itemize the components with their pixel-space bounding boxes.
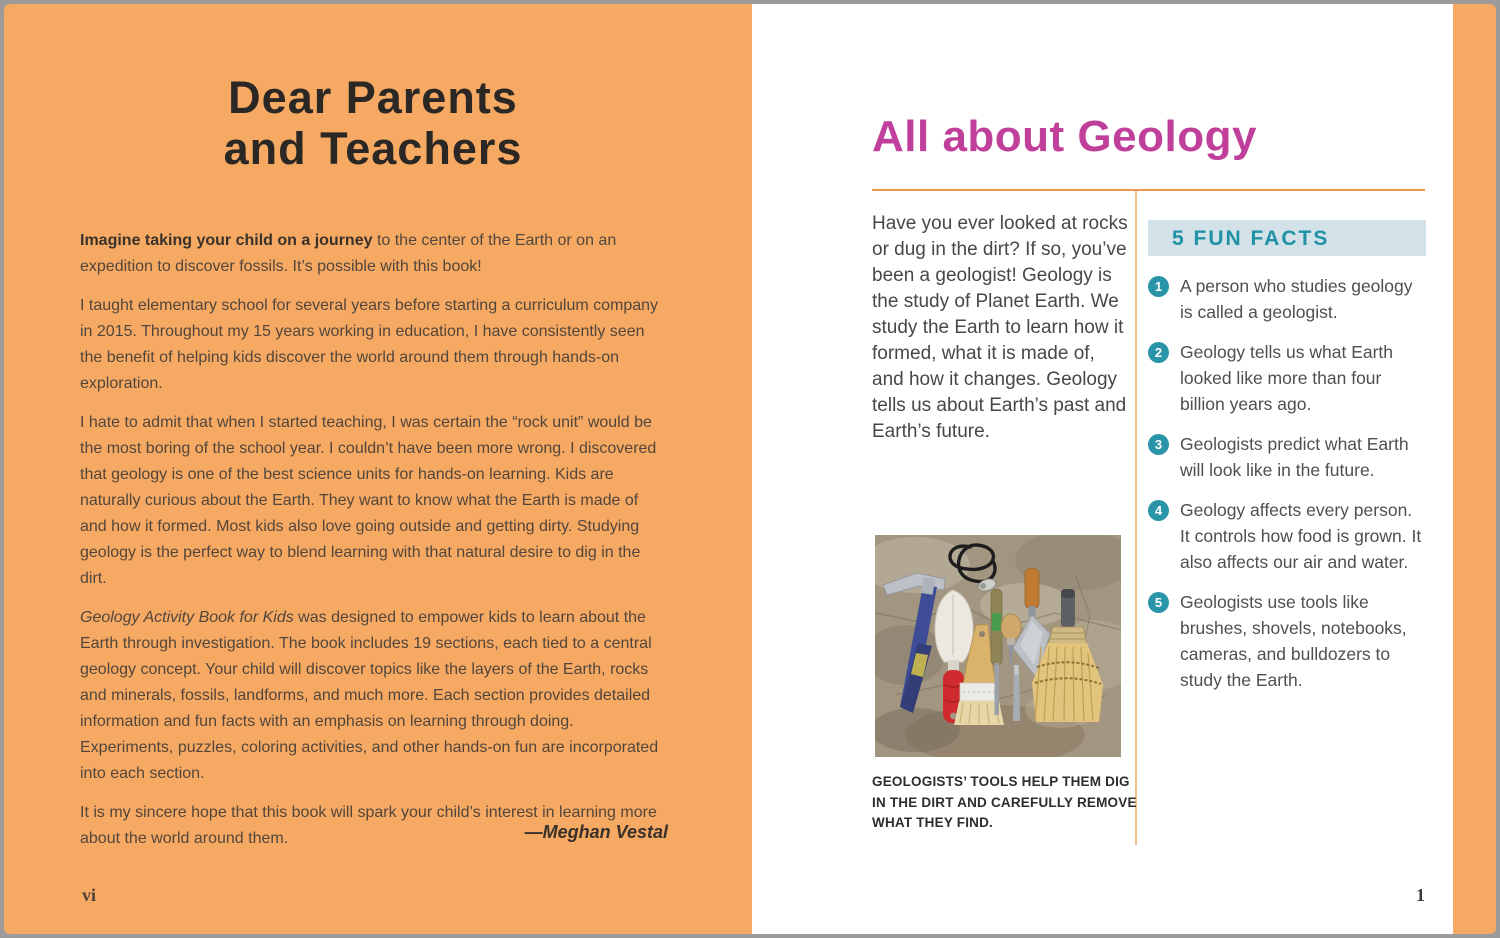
geologist-tools-photo [875,535,1121,757]
paragraph-lead: Geology Activity Book for Kids [80,609,294,626]
letter-paragraph [80,605,668,787]
paragraph-text: was designed to empower kids to learn about the Earth through investigation. The book includes 19 sections, each tied to a central geology concept. Your child will discover topics like the layers of the Earth, rocks and minerals, fossils, landforms, and much more. Each section provides detailed information and fun facts with an emphasis on learning through doing. Experiments, puzzles, coloring activities, and other hands-on fun are incorporated into each section. [80,609,659,782]
fun-facts-list [1148,273,1426,693]
fact-text: Geology tells us what Earth looked like more than four billion years ago. [1180,342,1394,414]
file-tool-icon [1013,665,1020,721]
fact-number-badge: 5 [1148,592,1169,613]
fact-text: Geologists use tools like brushes, shovels, notebooks, cameras, and bulldozers to study the Earth. [1180,592,1407,690]
photo-caption: GEOLOGISTS’ TOOLS HELP THEM DIG IN THE DIRT AND CAREFULLY REMOVE WHAT THEY FIND. [872,774,1137,830]
paragraph-text: I hate to admit that when I started teaching, I was certain the “rock unit” would be the most boring of the school year. I couldn’t have been more wrong. I discovered that geology is one of the best science units for hands-on learning. Kids are naturally curious about the Earth. They want to know what the Earth is made of and how it formed. Most kids also love going outside and getting dirty. Studying geology is the perfect way to blend learning with that natural desire to dig in the dirt. [80,414,657,587]
letter-paragraph [80,228,668,280]
fun-fact-item [1148,273,1426,325]
fun-fact-item [1148,431,1426,483]
fact-number-badge: 4 [1148,500,1169,521]
next-page-edge [1453,4,1496,934]
left-page-title-line1: Dear Parents [228,72,518,123]
fun-facts-panel [1148,220,1426,707]
fun-fact-item [1148,339,1426,417]
column-divider [1135,191,1137,845]
letter-paragraph [80,410,668,592]
chapter-intro: Have you ever looked at rocks or dug in the dirt? If so, you’ve been a geologist! Geology is the study of Planet Earth. We study the Earth to learn how it formed, what it is made of, and how it changes. Geology tells us about Earth’s past and Earth’s future. [872,213,1128,442]
letter-paragraph [80,293,668,397]
paragraph-text: I taught elementary school for several years before starting a curriculum company in 2015. Throughout my 15 years working in education, I have consistently seen the benefit of helping kids discover the world around them through hands-on exploration. [80,297,659,392]
fun-fact-item [1148,589,1426,693]
chapter-title: All about Geology [872,112,1257,161]
fact-number-badge: 1 [1148,276,1169,297]
letter-body [80,228,668,865]
fact-number-badge: 2 [1148,342,1169,363]
left-page-title [80,72,666,174]
paragraph-text: to the center of the Earth or on an expedition to discover fossils. It’s possible with this book! [80,232,617,275]
fun-fact-item [1148,497,1426,575]
tools-photo-illustration [875,535,1121,757]
paragraph-text: It is my sincere hope that this book will spark your child’s interest in learning more about the world around them. [80,804,657,847]
fact-text: A person who studies geology is called a geologist. [1180,276,1413,322]
paragraph-lead: Imagine taking your child on a journey [80,232,373,249]
fact-number-badge: 3 [1148,434,1169,455]
title-rule [872,189,1425,191]
right-page-number: 1 [1416,885,1425,905]
fun-facts-heading: 5 FUN FACTS [1148,220,1426,256]
right-page [752,4,1453,934]
left-page-title-line2: and Teachers [223,123,523,174]
left-page [4,4,752,934]
author-signature: —Meghan Vestal [524,822,668,842]
fact-text: Geology affects every person. It controls how food is grown. It also affects our air and water. [1180,500,1422,572]
left-page-number: vi [82,885,97,905]
fact-text: Geologists predict what Earth will look like in the future. [1180,434,1409,480]
